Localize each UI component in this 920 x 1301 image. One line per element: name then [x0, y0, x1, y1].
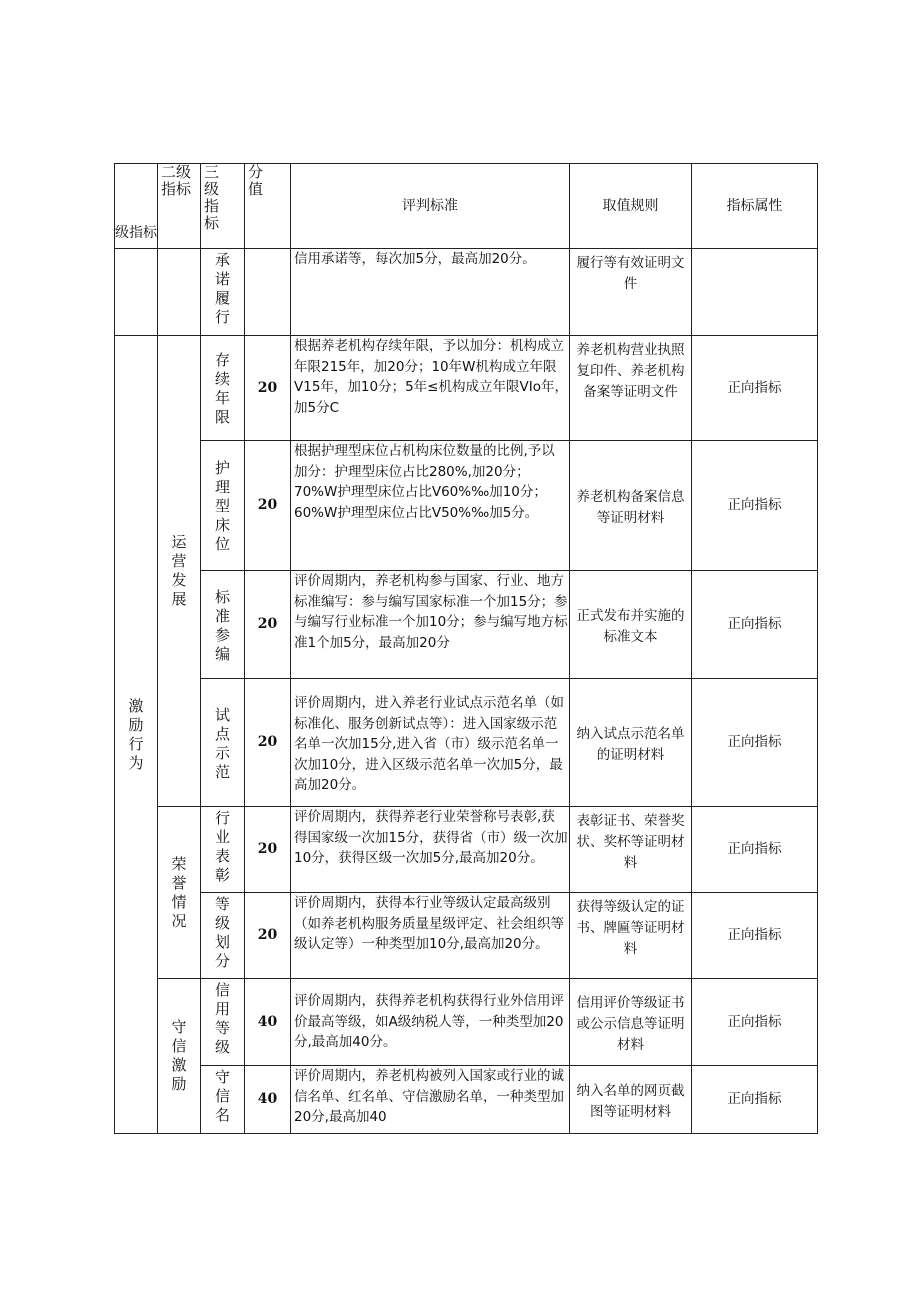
- header-criteria: 评判标准: [291, 164, 570, 249]
- level3-cell: [201, 893, 245, 979]
- level3-text: 承诺履行: [214, 251, 230, 326]
- level3-text: 存续年限: [214, 351, 230, 426]
- attr-cell: 正向指标: [692, 441, 818, 571]
- rule-cell: 履行等有效证明文件: [570, 249, 692, 336]
- score-cell: 40: [245, 979, 291, 1066]
- level2-cell-empty: [158, 249, 201, 336]
- table-row: [115, 249, 818, 336]
- rule-cell: 表彰证书、荣誉奖状、奖杯等证明材料: [570, 807, 692, 893]
- level3-text: 守信名: [214, 1068, 230, 1124]
- level3-cell: [201, 249, 245, 336]
- level3-text: 行业表彰: [214, 809, 230, 884]
- level1-cell-empty: [115, 249, 158, 336]
- attr-cell: 正向指标: [692, 807, 818, 893]
- level3-text: 护理型床位: [214, 459, 230, 553]
- table-row: [115, 1066, 818, 1134]
- score-cell: 20: [245, 807, 291, 893]
- level3-cell: [201, 807, 245, 893]
- score-cell: 40: [245, 1066, 291, 1134]
- attr-cell: 正向指标: [692, 893, 818, 979]
- score-cell: 20: [245, 441, 291, 571]
- level2-operation-text: 运营发展: [171, 533, 187, 608]
- header-attr: 指标属性: [692, 164, 818, 249]
- criteria-cell: 根据养老机构存续年限，予以加分：机构成立年限215年，加20分；10年W机构成立年限V15年，加10分；5年≤机构成立年限VIo年，加5分C: [291, 336, 570, 441]
- level3-cell: [201, 336, 245, 441]
- criteria-cell: 根据护理型床位占机构床位数量的比例,予以加分：护理型床位占比280%,加20分；70%W护理型床位占比V60%‰加10分；60%W护理型床位占比V50%‰加5分。: [291, 441, 570, 571]
- attr-cell: 正向指标: [692, 979, 818, 1066]
- level3-cell: [201, 441, 245, 571]
- criteria-cell: 信用承诺等，每次加5分，最高加20分。: [291, 249, 570, 336]
- criteria-cell: 评价周期内，获得本行业等级认定最高级别（如养老机构服务质量星级评定、社会组织等级认定等）一种类型加10分,最高加20分。: [291, 893, 570, 979]
- level3-cell: [201, 979, 245, 1066]
- level3-text: 信用等级: [214, 981, 230, 1056]
- level1-incentive-text: 激励行为: [128, 696, 144, 772]
- level2-operation-cell: [158, 336, 201, 807]
- attr-cell: 正向指标: [692, 1066, 818, 1134]
- header-level3-text: 三级指标: [204, 163, 220, 232]
- criteria-cell: 评价周期内，养老机构被列入国家或行业的诚信名单、红名单、守信激励名单，一种类型加20分,最高加40: [291, 1066, 570, 1134]
- attr-cell: 正向指标: [692, 571, 818, 679]
- attr-cell: 正向指标: [692, 679, 818, 807]
- level1-incentive-cell: [115, 336, 158, 1134]
- level2-trust-text: 守信激励: [171, 1018, 187, 1093]
- level2-honor-cell: [158, 807, 201, 979]
- header-level1: [115, 164, 158, 249]
- score-cell: [245, 249, 291, 336]
- table-row: [115, 571, 818, 679]
- rule-cell: 正式发布并实施的标准文本: [570, 571, 692, 679]
- header-rule: 取值规则: [570, 164, 692, 249]
- header-row: [115, 164, 818, 249]
- level3-cell: [201, 1066, 245, 1134]
- score-cell: 20: [245, 336, 291, 441]
- indicator-table: [114, 163, 818, 1134]
- level3-text: 标准参编: [214, 587, 230, 663]
- rule-cell: 养老机构备案信息等证明材料: [570, 441, 692, 571]
- header-score: [245, 164, 291, 249]
- level2-honor-text: 荣誉情况: [171, 854, 187, 930]
- criteria-cell: 评价周期内，进入养老行业试点示范名单（如标准化、服务创新试点等）：进入国家级示范名单一次加15分,进入省（市）级示范名单一次加10分，进入区级示范名单一次加5分，最高加20分。: [291, 679, 570, 807]
- attr-cell: [692, 249, 818, 336]
- rule-cell: 纳入名单的网页截图等证明材料: [570, 1066, 692, 1134]
- header-level2-text: 二级指标: [161, 163, 192, 198]
- table-row: [115, 679, 818, 807]
- rule-cell: 纳入试点示范名单的证明材料: [570, 679, 692, 807]
- header-level3: [201, 164, 245, 249]
- level3-cell: [201, 571, 245, 679]
- level2-trust-cell: [158, 979, 201, 1134]
- header-level1-text: 级指标: [115, 225, 157, 241]
- header-score-text: 分值: [248, 163, 264, 198]
- table-row: [115, 979, 818, 1066]
- score-cell: 20: [245, 679, 291, 807]
- score-cell: 20: [245, 893, 291, 979]
- rule-cell: 养老机构营业执照复印件、养老机构备案等证明文件: [570, 336, 692, 441]
- attr-cell: 正向指标: [692, 336, 818, 441]
- criteria-cell: 评价周期内，获得养老行业荣誉称号表彰,获得国家级一次加15分，获得省（市）级一次加10分，获得区级一次加5分,最高加20分。: [291, 807, 570, 893]
- table-row: [115, 441, 818, 571]
- rule-cell: 信用评价等级证书或公示信息等证明材料: [570, 979, 692, 1066]
- table-row: [115, 893, 818, 979]
- table-row: [115, 807, 818, 893]
- level3-text: 等级划分: [214, 895, 230, 970]
- criteria-cell: 评价周期内，养老机构参与国家、行业、地方标准编写：参与编写国家标准一个加15分；参与编写行业标准一个加10分；参与编写地方标准1个加5分，最高加20分: [291, 571, 570, 679]
- score-cell: 20: [245, 571, 291, 679]
- header-level2: [158, 164, 201, 249]
- level3-text: 试点示范: [214, 705, 230, 781]
- rule-cell: 获得等级认定的证书、牌匾等证明材料: [570, 893, 692, 979]
- criteria-cell: 评价周期内，获得养老机构获得行业外信用评价最高等级，如A级纳税人等，一种类型加20分,最高加40分。: [291, 979, 570, 1066]
- level3-cell: [201, 679, 245, 807]
- table-row: [115, 336, 818, 441]
